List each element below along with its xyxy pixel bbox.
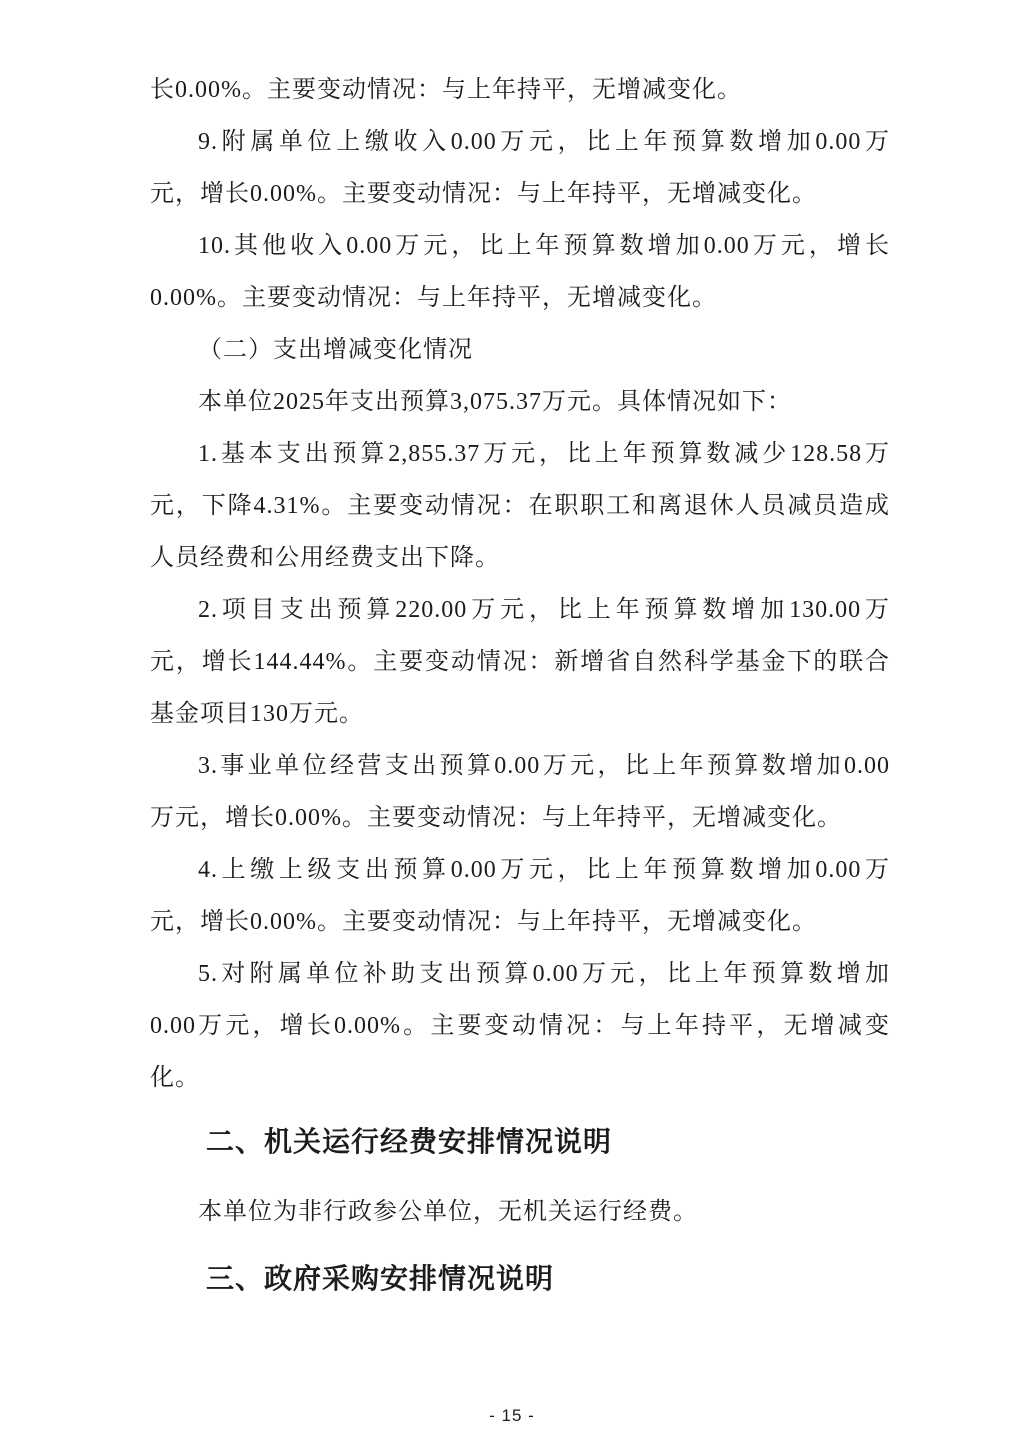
body-text-line: 人员经费和公用经费支出下降。 — [150, 545, 500, 571]
body-text-line: 元，增长144.44%。主要变动情况：新增省自然科学基金下的联合 — [150, 649, 890, 675]
paragraph-org-expense-note: 本单位为非行政参公单位，无机关运行经费。 — [198, 1199, 698, 1225]
body-text-line: 1.基本支出预算2,855.37万元，比上年预算数减少128.58万 — [198, 441, 890, 467]
body-text-line: 元，增长0.00%。主要变动情况：与上年持平，无增减变化。 — [150, 181, 817, 207]
body-text-line: 化。 — [150, 1065, 200, 1091]
body-text-block — [150, 64, 890, 1104]
section-heading-org-expense: 二、机关运行经费安排情况说明 — [206, 1126, 613, 1157]
body-text-line: 10.其他收入0.00万元，比上年预算数增加0.00万元，增长 — [198, 233, 890, 259]
body-text-line: 5.对附属单位补助支出预算0.00万元，比上年预算数增加 — [198, 961, 890, 987]
document-body — [150, 64, 890, 1305]
body-text-line: 2.项目支出预算220.00万元，比上年预算数增加130.00万 — [198, 597, 890, 623]
body-text-line: 元，增长0.00%。主要变动情况：与上年持平，无增减变化。 — [150, 909, 817, 935]
body-text-line: 元，下降4.31%。主要变动情况：在职职工和离退休人员减员造成 — [150, 493, 890, 519]
body-text-line: 基金项目130万元。 — [150, 701, 364, 727]
body-text-line: 0.00%。主要变动情况：与上年持平，无增减变化。 — [150, 285, 717, 311]
page-number: - 15 - — [489, 1406, 535, 1425]
body-text-line: 3.事业单位经营支出预算0.00万元，比上年预算数增加0.00 — [198, 753, 890, 779]
body-text-line: 万元，增长0.00%。主要变动情况：与上年持平，无增减变化。 — [150, 805, 842, 831]
body-text-line: （二）支出增减变化情况 — [198, 337, 473, 363]
section-heading-gov-procurement: 三、政府采购安排情况说明 — [206, 1263, 555, 1294]
body-text-line: 4.上缴上级支出预算0.00万元，比上年预算数增加0.00万 — [198, 857, 890, 883]
body-text-line: 长0.00%。主要变动情况：与上年持平，无增减变化。 — [150, 77, 742, 103]
body-text-line: 本单位2025年支出预算3,075.37万元。具体情况如下： — [198, 389, 792, 415]
body-text-line: 0.00万元，增长0.00%。主要变动情况：与上年持平，无增减变 — [150, 1013, 890, 1039]
body-text-line: 9.附属单位上缴收入0.00万元，比上年预算数增加0.00万 — [198, 129, 890, 155]
